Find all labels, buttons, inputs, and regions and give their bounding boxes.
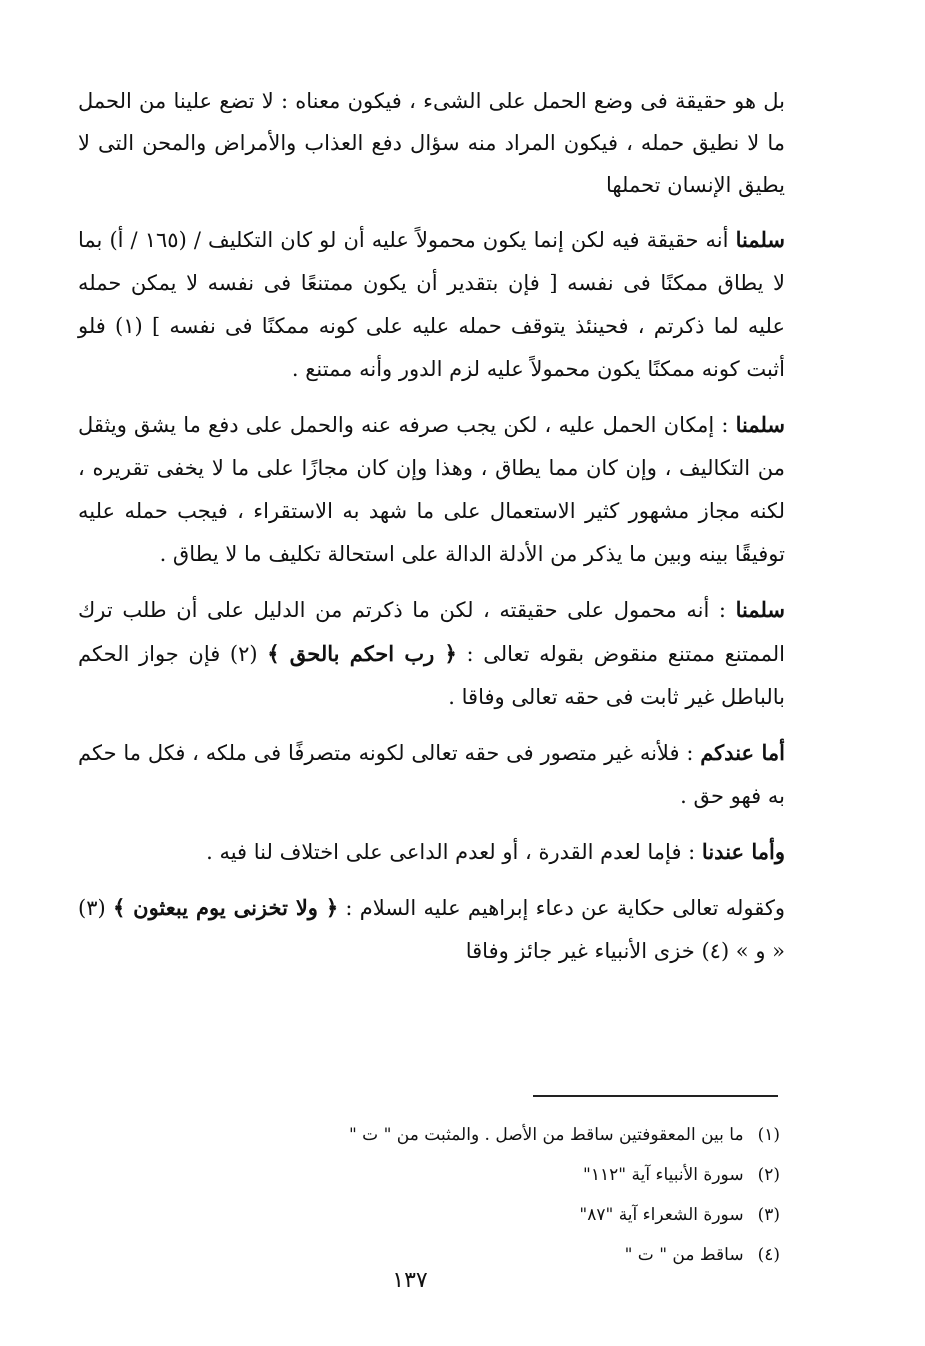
footnote-item bbox=[200, 1115, 780, 1155]
paragraph-6 bbox=[78, 830, 785, 874]
paragraph-5 bbox=[78, 731, 785, 818]
paragraph-lead: سلمنا bbox=[735, 412, 785, 437]
footnote-number: (٣) bbox=[757, 1205, 780, 1225]
paragraph-1 bbox=[78, 80, 785, 206]
paragraph-2 bbox=[78, 218, 785, 391]
paragraph-lead: سلمنا bbox=[735, 227, 785, 252]
footnote-text: ما بين المعقوفتين ساقط من الأصل . والمثبت من " ت " bbox=[348, 1125, 744, 1145]
footnote-text: سورة الأنبياء آية "١١٢" bbox=[583, 1165, 744, 1185]
footnote-separator bbox=[533, 1095, 778, 1097]
paragraph-7 bbox=[78, 886, 785, 973]
paragraph-text: أنه حقيقة فيه لكن إنما يكون محمولاً عليه أن لو كان التكليف / (١٦٥ / أ) بما لا يطاق ممكنًا فى نفسه [ فإن بتقدير أن يكون ممتنعًا فى نفسه لا يمكن حمله عليه لما ذكرتم ، فحينئذ يتوقف حمله عليه على كونه ممكنًا فى نفسه ] (١) فلو أثبت كونه ممكنًا يكون محمولاً عليه لزم الدور وأنه ممتنع . bbox=[78, 228, 785, 381]
paragraph-lead: وأما عندنا bbox=[701, 839, 785, 864]
quran-quote: ﴿ رب احكم بالحق ﴾ bbox=[267, 641, 457, 666]
page-body bbox=[78, 80, 785, 985]
quran-quote: ﴿ ولا تخزنى يوم يبعثون ﴾ bbox=[112, 895, 339, 920]
paragraph-text-before: : أنه محمول على حقيقته ، لكن ما ذكرتم من الدليل على أن طلب ترك الممتنع ممتنع منقوض بقوله تعالى : bbox=[78, 598, 785, 666]
paragraph-text-after: (٢) فإن جواز الحكم بالباطل غير ثابت فى حقه تعالى وفاقا . bbox=[78, 642, 785, 709]
footnote-text: ساقط من " ت " bbox=[624, 1245, 744, 1265]
footnote-item bbox=[200, 1195, 780, 1235]
paragraph-3 bbox=[78, 403, 785, 576]
paragraph-text: : فإما لعدم القدرة ، أو لعدم الداعى على اختلاف لنا فيه . bbox=[206, 840, 702, 864]
paragraph-text-before: وكقوله تعالى حكاية عن دعاء إبراهيم عليه السلام : bbox=[338, 896, 786, 920]
footnote-item bbox=[200, 1155, 780, 1195]
footnote-item bbox=[200, 1235, 780, 1275]
paragraph-text-after: (٣) « و » (٤) خزى الأنبياء غير جائز وفاقا bbox=[78, 896, 785, 963]
footnotes bbox=[200, 1115, 780, 1275]
paragraph-lead: سلمنا bbox=[735, 597, 785, 622]
paragraph-4 bbox=[78, 588, 785, 719]
page-number: ١٣٧ bbox=[392, 1268, 428, 1293]
footnote-number: (٤) bbox=[757, 1245, 780, 1265]
paragraph-lead: أما عندكم bbox=[700, 740, 785, 765]
footnote-number: (١) bbox=[757, 1125, 780, 1145]
paragraph-text: : إمكان الحمل عليه ، لكن يجب صرفه عنه والحمل على دفع ما يشق ويثقل من التكاليف ، وإن كان مما يطاق ، وهذا وإن كان مجازًا على ما لا يخفى تقريره ، لكنه مجاز مشهور كثير الاستعمال على ما شهد به الاستقراء ، فيجب حمله عليه توفيقًا بينه وبين ما يذكر من الأدلة الدالة على استحالة تكليف ما لا يطاق . bbox=[78, 413, 785, 566]
paragraph-text: بل هو حقيقة فى وضع الحمل على الشىء ، فيكون معناه : لا تضع علينا من الحمل ما لا نطيق حمله ، فيكون المراد منه سؤال دفع العذاب والأمراض والمحن التى لا يطيق الإنسان تحملها bbox=[78, 89, 785, 197]
paragraph-text: : فلأنه غير متصور فى حقه تعالى لكونه متصرفًا فى ملكه ، فكل ما حكم به فهو حق . bbox=[78, 741, 785, 808]
footnote-number: (٢) bbox=[757, 1165, 780, 1185]
footnote-text: سورة الشعراء آية "٨٧" bbox=[579, 1205, 744, 1225]
